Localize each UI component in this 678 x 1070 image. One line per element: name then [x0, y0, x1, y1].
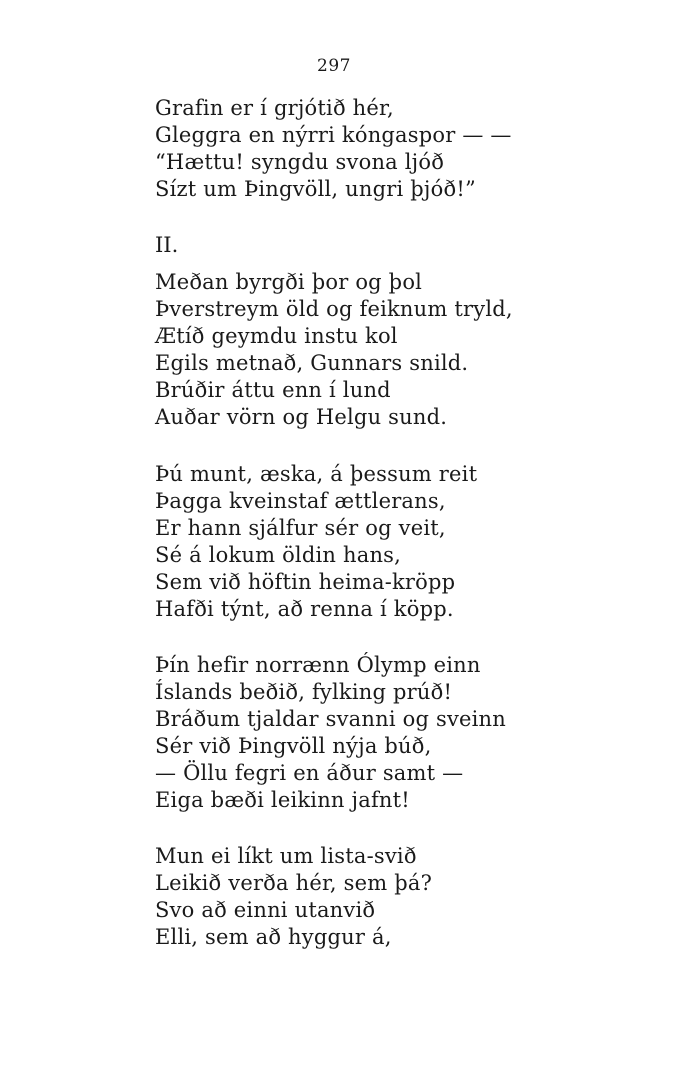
poem-line: Sé á lokum öldin hans, — [155, 543, 402, 567]
poem-line: Íslands beðið, fylking prúð! — [155, 680, 453, 704]
poem-line: Mun ei líkt um lista-svið — [155, 844, 417, 868]
poem-line: Sízt um Þingvöll, ungri þjóð!” — [155, 177, 476, 201]
poem-line: Bráðum tjaldar svanni og sveinn — [155, 707, 507, 731]
poem-line: Meðan byrgði þor og þol — [155, 270, 423, 294]
poem-line: Þagga kveinstaf ættlerans, — [155, 489, 446, 513]
poem-line: Auðar vörn og Helgu sund. — [155, 405, 448, 429]
poem-line: Leikið verða hér, sem þá? — [155, 871, 433, 895]
poem-line: Ætíð geymdu instu kol — [155, 324, 398, 348]
poem-line: Sem við höftin heima-kröpp — [155, 570, 456, 594]
poem-line: Þú munt, æska, á þessum reit — [155, 462, 478, 486]
poem-line: Grafin er í grjótið hér, — [155, 96, 394, 120]
poem-line: Sér við Þingvöll nýja búð, — [155, 734, 432, 758]
poem-line: Er hann sjálfur sér og veit, — [155, 516, 446, 540]
poem-line: Hafði týnt, að renna í köpp. — [155, 597, 454, 621]
poem-line: Gleggra en nýrri kóngaspor — — — [155, 123, 512, 147]
poem-line: Svo að einni utanvið — [155, 898, 376, 922]
page-number: 297 — [317, 56, 351, 76]
poem-line: — Öllu fegri en áður samt — — [155, 761, 464, 785]
poem-line: Þín hefir norrænn Ólymp einn — [155, 653, 481, 677]
poem-line: Egils metnað, Gunnars snild. — [155, 351, 469, 375]
poem-line: Elli, sem að hyggur á, — [155, 925, 392, 949]
poem-line: Þverstreym öld og feiknum tryld, — [155, 297, 513, 321]
poem-line: Eiga bæði leikinn jafnt! — [155, 788, 410, 812]
section-heading: II. — [155, 233, 179, 257]
poem-line: Brúðir áttu enn í lund — [155, 378, 391, 402]
poem-line: “Hættu! syngdu svona ljóð — [155, 150, 445, 174]
